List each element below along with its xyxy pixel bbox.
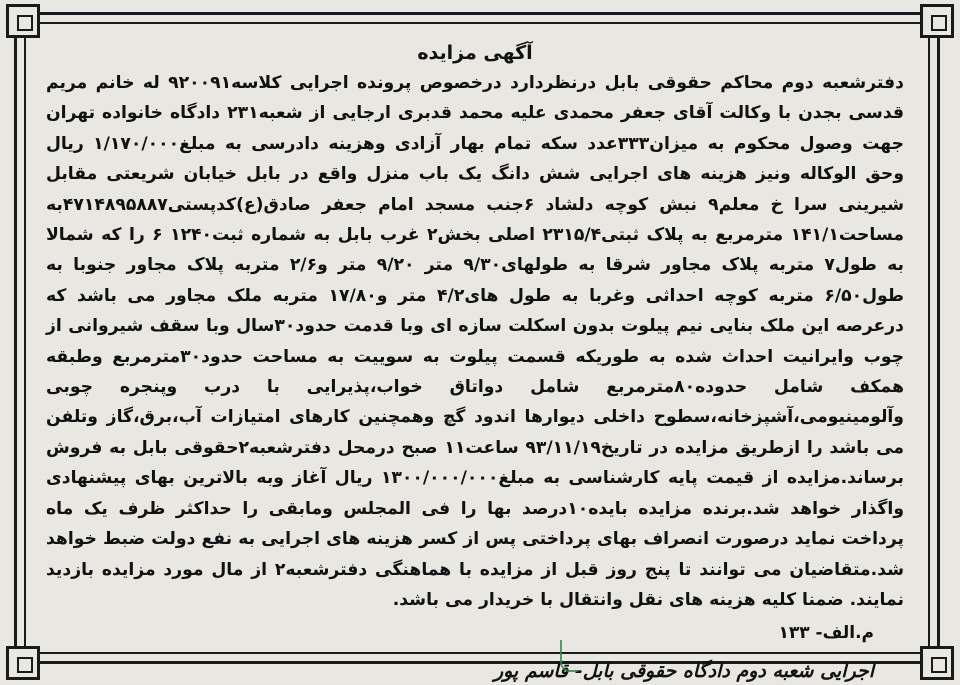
notice-signature: اجرایی شعبه دوم دادگاه حقوقی بابل- قاسم پور: [493, 660, 874, 683]
border-corner-ornament: [920, 646, 954, 680]
border-corner-ornament: [920, 4, 954, 38]
border-corner-ornament: [6, 646, 40, 680]
border-corner-ornament: [6, 4, 40, 38]
green-ink-mark: [560, 640, 578, 672]
notice-title: آگهی مزایده: [417, 42, 533, 64]
notice-reference: م.الف- ۱۳۳: [778, 623, 874, 644]
notice-body: دفترشعبه دوم محاکم حقوقی بابل درنظردارد درخصوص پرونده اجرایی کلاسه۹۲۰۰۹۱ له خانم مریم قدسی بجدن با وکالت آقای جعفر محمدی علیه محمد قدبری ارجایی از شعبه۲۳۱ دادگاه خانواده تهران جهت وصول محکوم به میزان۳۳۳عدد سکه تمام بهار آزادی وهزینه دادرسی به مبلغ۱/۱۷۰/۰۰۰ ریال وحق الوکاله ونیز هزینه های اجرایی شش دانگ یک باب منزل واقع در بابل خیابان شریعتی مقابل شیرینی سرا خ معلم۹ نبش کوچه دلشاد ۶جنب مسجد امام جعفر صادق(ع)کدپستی۴۷۱۴۸۹۵۸۸۷به مساحت۱۴۱/۱ مترمربع به پلاک ثبتی۲۳۱۵/۴ اصلی بخش۲ غرب بابل به شماره ثبت۱۲۴۰ ۶ را که شمالا به طول۷ متربه پلاک مجاور شرقا به طولهای۹/۳۰ متر ۹/۲۰ متر و۲/۶ متربه پلاک مجاور جنوبا به طول۶/۵۰ متربه کوچه احداثی وغربا به طول های۴/۲ متر و۱۷/۸۰ متربه ملک مجاور می باشد که درعرصه این ملک بنایی نیم پیلوت بدون اسکلت سازه ای وبا قدمت حدود۳۰سال وبا سقف شیروانی از چوب وایرانیت احداث شده به طوریکه قسمت پیلوت به سوییت به مساحت حدود۳۰مترمربع وطبقه همکف شامل حدوده۸۰مترمربع شامل دواتاق خواب،پذیرایی با درب وپنجره چوبی وآلومینیومی،آشپزخانه،سطوح داخلی دیوارها اندود گچ وهمچنین کارهای امتیازات آب،برق،گاز وتلفن می باشد را ازطریق مزایده در تاریخ۹۳/۱۱/۱۹ ساعت۱۱ صبح درمحل دفترشعبه۲حقوقی بابل به فروش برساند.مزایده از قیمت پایه کارشناسی به مبلغ۱۳۰۰/۰۰۰/۰۰۰ ریال آغاز وبه بالاترین بهای پیشنهادی واگذار خواهد شد.برنده مزایده بایده۱۰درصد بها را فی المجلس ومابقی را حداکثر ظرف یک ماه پرداخت نماید درصورت انصراف بهای پرداختی پس از کسر هزینه های اجرایی به نفع دولت ضبط خواهد شد.متقاضیان می توانند تا پنج روز قبل از مزایده با هماهنگی دفترشعبه۲ از مال مورد مزایده بازدید نمایند. ضمنا کلیه هزینه های نقل وانتقال با خریدار می باشد.: [46, 73, 905, 610]
notice-content: [46, 40, 904, 685]
